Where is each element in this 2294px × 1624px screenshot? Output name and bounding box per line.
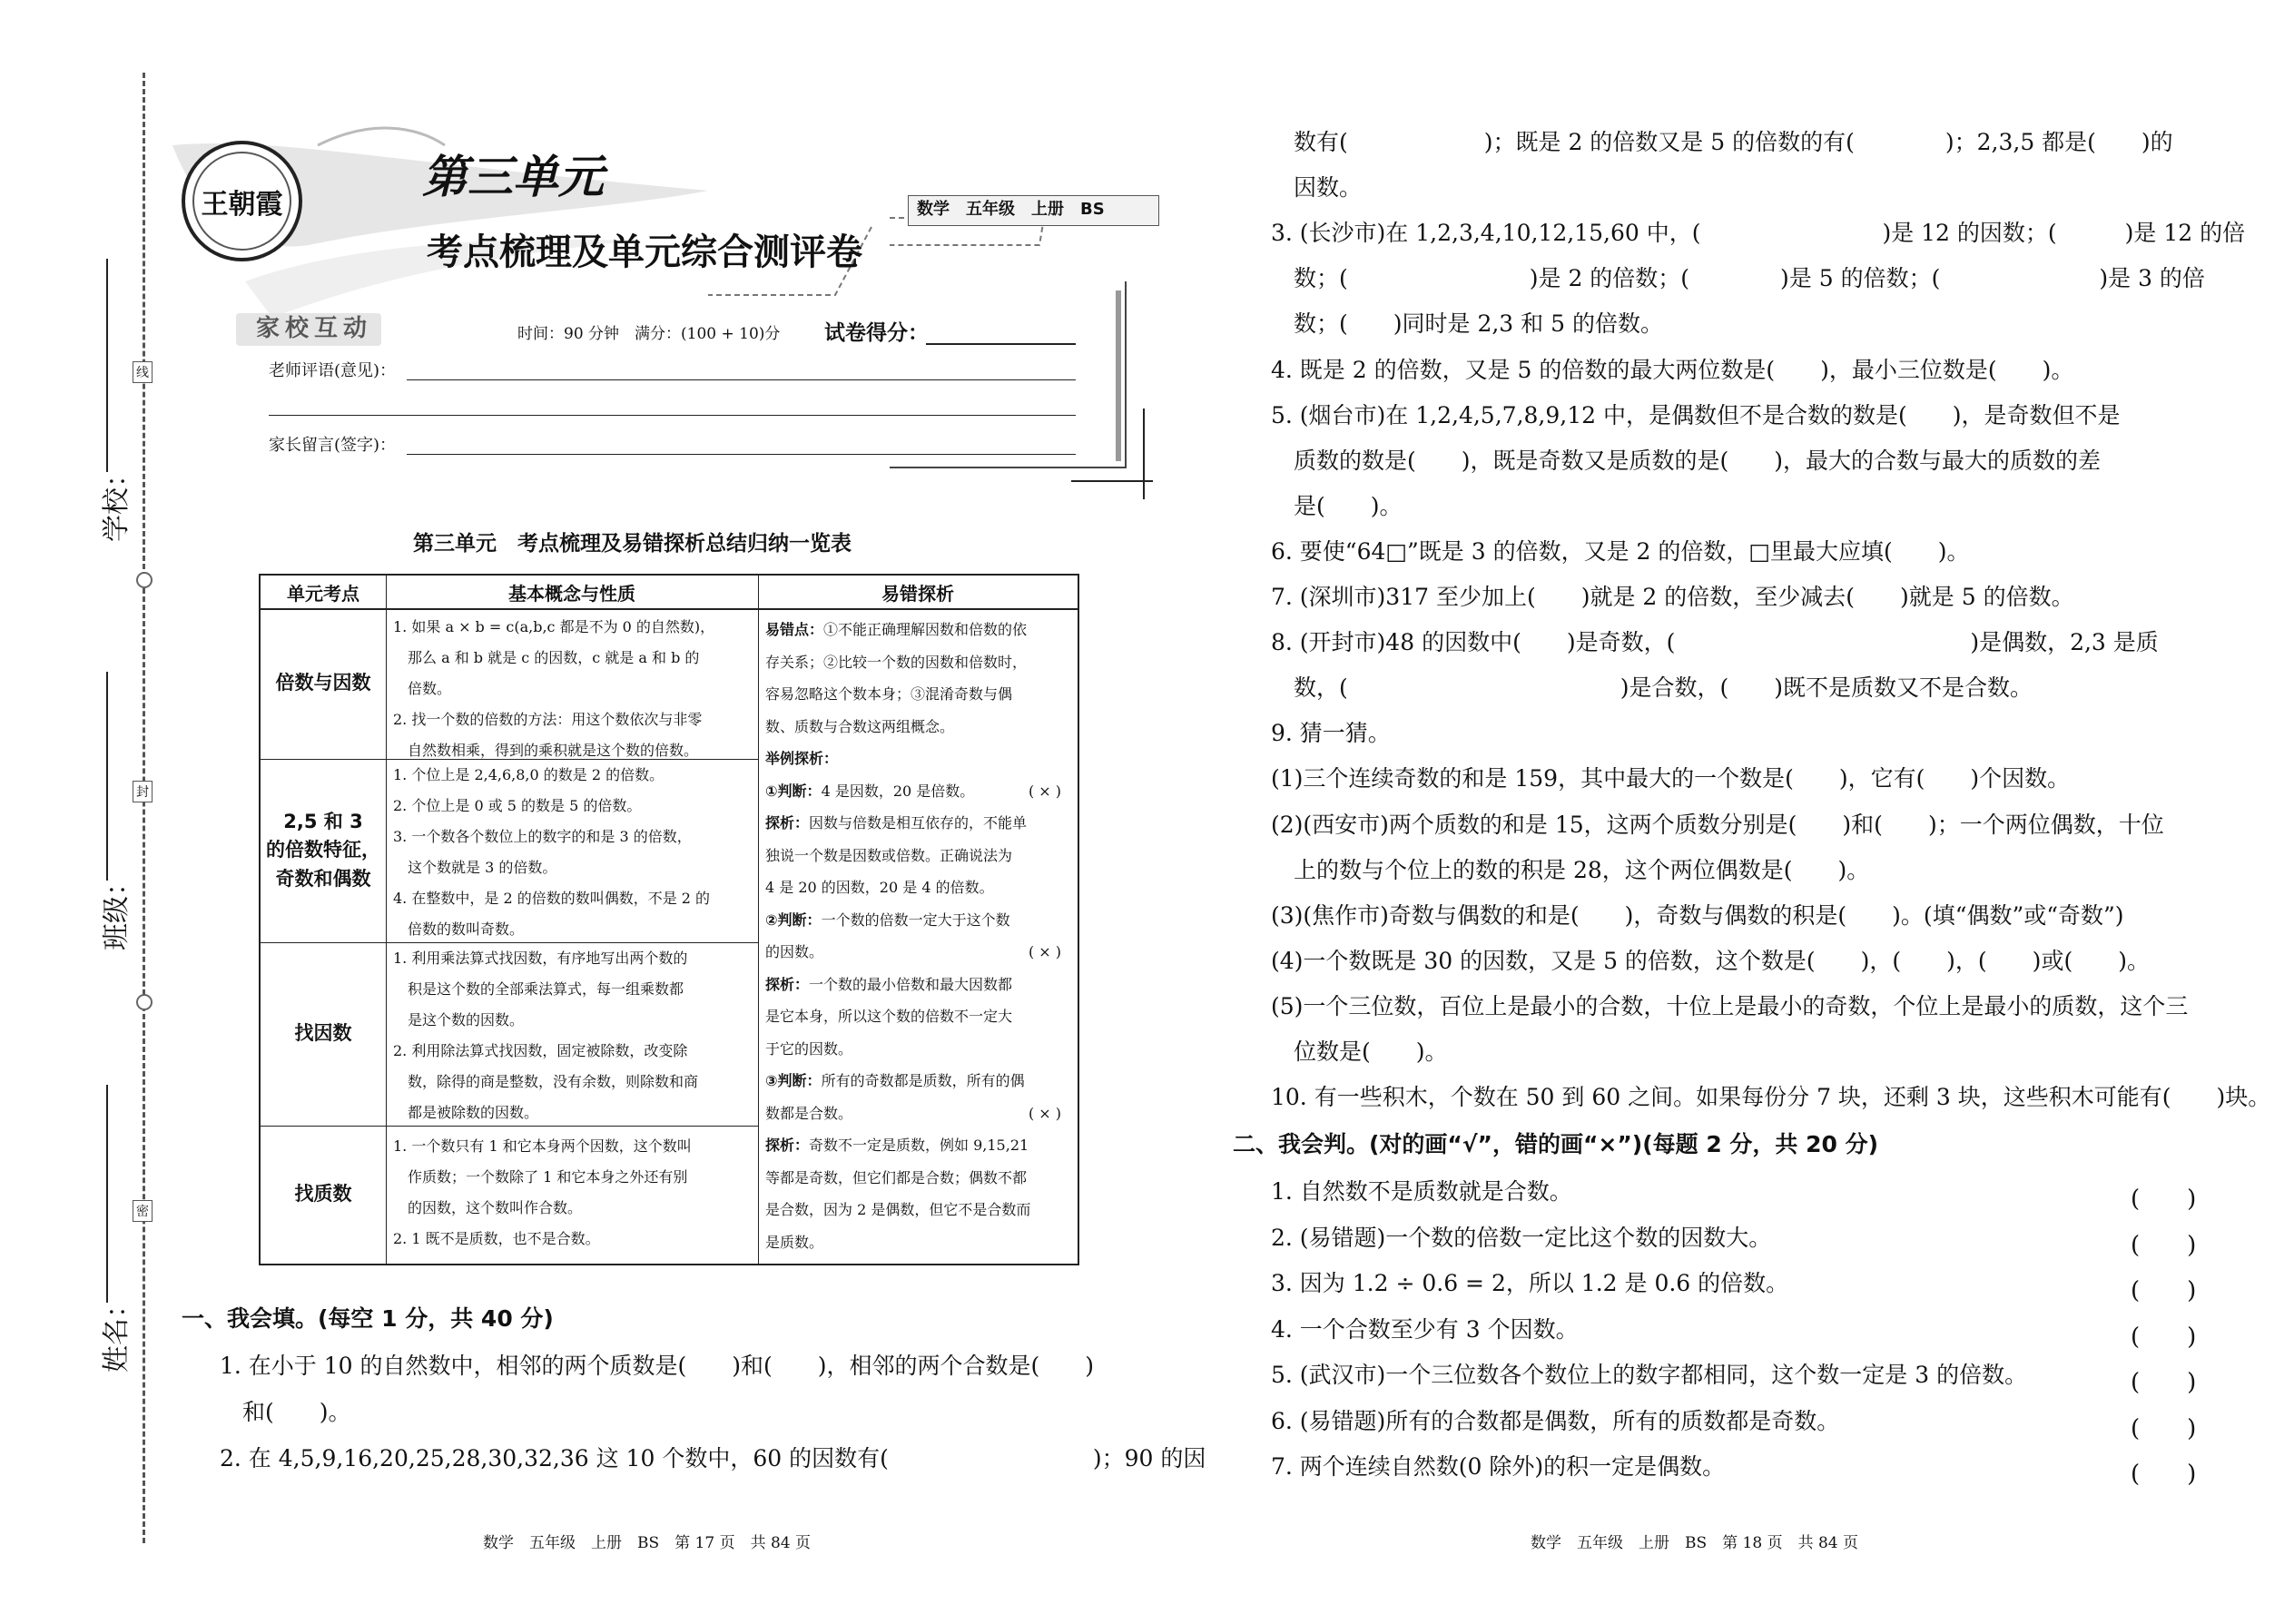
question-line: 9. 猜一猜。 [1271, 720, 1391, 747]
judge-item: 4. 一个合数至少有 3 个因数。 [1271, 1315, 1579, 1343]
error-line-label: 探析： [765, 814, 810, 832]
question-line: 5. (烟台市)在 1,2,4,5,7,8,9,12 中，是偶数但不是合数的数是( )，是奇数但不是 [1271, 401, 2121, 428]
binding-mark-mi: 密 [133, 1200, 153, 1222]
question-line: (1)三个连续奇数的和是 159，其中最大的一个数是( )，它有( )个因数。 [1271, 765, 2071, 792]
error-line [765, 904, 1070, 937]
binding-dashed-line [143, 73, 145, 1543]
judge-answer-blank[interactable]: ( ) [2131, 1414, 2197, 1442]
error-line [765, 1162, 1070, 1195]
error-line [765, 775, 1070, 808]
error-line-text: 的因数。 [765, 943, 824, 960]
error-line-text: 是它本身，所以这个数的倍数不一定大 [765, 1008, 1013, 1025]
class-label: 班级： [101, 869, 133, 950]
question-line: 8. (开封市)48 的因数中( )是奇数，( )是偶数，2,3 是质 [1271, 629, 2159, 656]
judgement-mark: ( × ) [1028, 943, 1061, 960]
name-field[interactable] [106, 1085, 108, 1303]
time-info: 时间：90 分钟 满分：(100 + 10)分 [517, 325, 781, 343]
error-line-text: 一个数的最小倍数和最大因数都 [809, 975, 1013, 993]
error-line [765, 614, 1070, 646]
section1-title: 一、我会填。(每空 1 分，共 40 分) [182, 1305, 554, 1332]
question-line: 数有( )；既是 2 的倍数又是 5 的倍数的有( )；2,3,5 都是( )的 [1271, 129, 2173, 155]
error-line [765, 743, 1070, 775]
error-line [765, 1226, 1070, 1259]
question-line: (2)(西安市)两个质数的和是 15，这两个质数分别是( )和( )；一个两位偶数，十位 [1271, 811, 2164, 838]
judgement-mark: ( × ) [1028, 1104, 1061, 1122]
error-line [765, 840, 1070, 872]
error-line-text: 数都是合数。 [765, 1104, 853, 1122]
parent-comment-label: 家长留言(签字)： [269, 436, 397, 455]
error-line [765, 871, 1070, 904]
question-line: (5)一个三位数，百位上是最小的合数，十位上是最小的奇数，个位上是最小的质数，这个三 [1271, 992, 2189, 1019]
judge-answer-blank[interactable]: ( ) [2131, 1369, 2197, 1396]
teacher-comment-line-2[interactable] [269, 415, 1076, 416]
judgement-mark: ( × ) [1028, 782, 1061, 800]
judge-answer-blank[interactable]: ( ) [2131, 1323, 2197, 1351]
error-line-text: 独说一个数是因数或倍数。正确说法为 [765, 846, 1013, 864]
judge-answer-blank[interactable]: ( ) [2131, 1186, 2197, 1213]
error-line [765, 646, 1070, 679]
question-line: 3. (长沙市)在 1,2,3,4,10,12,15,60 中，( )是 12 的因数；( )是 12 的倍 [1271, 220, 2246, 247]
error-line-label: 探析： [765, 975, 810, 993]
error-line-label: ①判断： [765, 782, 822, 800]
logo-text: 王朝霞 [201, 188, 283, 221]
error-line-text: 容易忽略这个数本身；③混淆奇数与偶 [765, 685, 1013, 703]
error-line [765, 807, 1070, 840]
error-analysis-cell [765, 614, 1070, 1258]
table-header-concept: 基本概念与性质 [386, 576, 758, 610]
footer-left: 数学 五年级 上册 BS 第 17 页 共 84 页 [483, 1534, 812, 1552]
question-line: 7. (深圳市)317 至少加上( )就是 2 的倍数，至少减去( )就是 5 的倍数。 [1271, 584, 2074, 610]
name-label: 姓名： [101, 1291, 133, 1373]
class-field[interactable] [106, 672, 108, 881]
family-label: 家校互动 [256, 315, 373, 342]
question-line: 2. 在 4,5,9,16,20,25,28,30,32,36 这 10 个数中，60 的因数有( )；90 的因 [220, 1445, 1206, 1471]
judge-item: 3. 因为 1.2 ÷ 0.6 = 2，所以 1.2 是 0.6 的倍数。 [1271, 1270, 1789, 1296]
error-line-label: ③判断： [765, 1072, 822, 1089]
error-line-text: 等都是奇数，但它们都是合数；偶数不都 [765, 1168, 1028, 1186]
question-line: 6. 要使“64□”既是 3 的倍数，又是 2 的倍数，□里最大应填( )。 [1271, 537, 1970, 565]
question-line: (4)一个数既是 30 的因数，又是 5 的倍数，这个数是( )，( )，( )或( )。 [1271, 947, 2150, 974]
error-line-text: 奇数不一定是质数，例如 9,15,21 [809, 1137, 1029, 1154]
error-line [765, 1097, 1070, 1130]
binding-hole [136, 572, 153, 588]
error-line-label: ②判断： [765, 910, 822, 929]
school-field[interactable] [106, 259, 108, 472]
question-line: 因数。 [1271, 174, 1363, 202]
judge-answer-blank[interactable]: ( ) [2131, 1277, 2197, 1304]
error-line-text: 4 是因数，20 是倍数。 [821, 782, 975, 800]
summary-table [259, 574, 1079, 1265]
judge-answer-blank[interactable]: ( ) [2131, 1461, 2197, 1488]
judge-item: 2. (易错题)一个数的倍数一定比这个数的因数大。 [1271, 1224, 1772, 1251]
error-line-text: 一个数的倍数一定大于这个数 [821, 910, 1010, 929]
table-header-error: 易错探析 [758, 576, 1078, 610]
error-line [765, 1000, 1070, 1033]
error-line [765, 1033, 1070, 1066]
question-line: 位数是( )。 [1271, 1038, 1448, 1065]
error-line [765, 1194, 1070, 1226]
error-line-text: 4 是 20 的因数，20 是 4 的倍数。 [765, 879, 994, 896]
question-line: (3)(焦作市)奇数与偶数的和是( )，奇数与偶数的积是( )。(填“偶数”或“奇数”) [1271, 901, 2124, 929]
teacher-comment-label: 老师评语(意见)： [269, 361, 397, 380]
question-line: 质数的数是( )，既是奇数又是质数的是( )，最大的合数与最大的质数的差 [1271, 447, 2102, 474]
school-label: 学校： [101, 460, 133, 542]
error-line-text: ①不能正确理解因数和倍数的依 [823, 621, 1028, 638]
error-line-text: 所有的奇数都是质数，所有的偶 [821, 1072, 1025, 1089]
error-line [765, 1129, 1070, 1162]
score-label: 试卷得分： [824, 321, 929, 345]
point-2-5-3-features: 2,5 和 3 的倍数特征， 奇数和偶数 [266, 810, 380, 890]
error-line-text: 因数与倍数是相互依存的，不能单 [809, 814, 1028, 832]
judge-item: 5. (武汉市)一个三位数各个数位上的数字都相同，这个数一定是 3 的倍数。 [1271, 1362, 2028, 1388]
concept-cell-4: 1. 一个数只有 1 和它本身两个因数，这个数叫 作质数；一个数除了 1 和它本身之外还有别 的因数，这个数叫作合数。 2. 1 既不是质数，也不是合数。 [393, 1137, 692, 1247]
publisher-logo [182, 141, 302, 261]
parent-comment-line[interactable] [407, 454, 1076, 455]
section2-title: 二、我会判。(对的画“√”，错的画“×”)(每题 2 分，共 20 分) [1233, 1131, 1879, 1157]
error-line-text: 存关系；②比较一个数的因数和倍数时， [765, 653, 1028, 671]
question-line: 上的数与个位上的数的积是 28，这个两位偶数是( )。 [1271, 856, 1870, 883]
binding-mark-xian: 线 [133, 361, 153, 383]
judge-answer-blank[interactable]: ( ) [2131, 1231, 2197, 1259]
footer-right: 数学 五年级 上册 BS 第 18 页 共 84 页 [1531, 1534, 1859, 1552]
concept-cell-1: 1. 如果 a × b = c(a,b,c 都是不为 0 的自然数)， 那么 a 和 b 就是 c 的因数，c 就是 a 和 b 的 倍数。 2. 找一个数的倍数的方法：用这个数依次与非零 自然数相乘，得到的乘积就是这个数的倍数。 [393, 618, 715, 759]
question-line: 10. 有一些积木，个数在 50 到 60 之间。如果每份分 7 块，还剩 3 块，这些积木可能有( )块。 [1271, 1084, 2271, 1111]
judge-item: 1. 自然数不是质数就是合数。 [1271, 1178, 1572, 1205]
score-field[interactable] [926, 343, 1076, 345]
question-line: 数；( )是 2 的倍数；( )是 5 的倍数；( )是 3 的倍 [1271, 265, 2205, 292]
question-line: 4. 既是 2 的倍数，又是 5 的倍数的最大两位数是( )，最小三位数是( )。 [1271, 356, 2074, 383]
point-find-factors: 找因数 [294, 1022, 352, 1045]
error-line [765, 678, 1070, 711]
question-line: 和( )。 [220, 1399, 351, 1425]
binding-hole [136, 994, 153, 1010]
error-line [765, 1065, 1070, 1097]
concept-cell-3: 1. 利用乘法算式找因数，有序地写出两个数的 积是这个数的全部乘法算式，每一组乘数都 是这个数的因数。 2. 利用除法算式找因数，固定被除数，改变除 数，除得的商是整数，没有余数，则除数和商 都是被除数的因数。 [393, 950, 699, 1121]
judge-item: 7. 两个连续自然数(0 除外)的积一定是偶数。 [1271, 1453, 1726, 1480]
concept-cell-2: 1. 个位上是 2,4,6,8,0 的数是 2 的倍数。 2. 个位上是 0 或 5 的数是 5 的倍数。 3. 一个数各个数位上的数字的和是 3 的倍数， 这个数就是 3 的倍数。 4. 在整数中，是 2 的倍数的数叫偶数，不是 2 的 倍数的数叫奇数。 [393, 766, 711, 938]
point-multiples-factors: 倍数与因数 [275, 672, 371, 694]
error-line [765, 711, 1070, 743]
error-line-text: 数、质数与合数这两组概念。 [765, 717, 955, 735]
question-line: 是( )。 [1271, 492, 1403, 519]
paper-subtitle: 考点梳理及单元综合测评卷 [427, 231, 862, 273]
point-find-primes: 找质数 [294, 1183, 352, 1206]
binding-mark-feng: 封 [133, 781, 153, 802]
table-header-point: 单元考点 [261, 576, 386, 610]
teacher-comment-line[interactable] [407, 379, 1076, 380]
error-line-text: 于它的因数。 [765, 1039, 853, 1058]
unit-title: 第三单元 [422, 151, 604, 203]
error-line-label: 易错点： [765, 621, 824, 638]
error-line-label: 探析： [765, 1137, 810, 1154]
subject-tags: 数学 五年级 上册 BS [917, 200, 1105, 219]
question-line: 1. 在小于 10 的自然数中，相邻的两个质数是( )和( )，相邻的两个合数是( ) [220, 1353, 1095, 1379]
judge-item: 6. (易错题)所有的合数都是偶数，所有的质数都是奇数。 [1271, 1407, 1840, 1434]
error-line [765, 936, 1070, 969]
error-line-label: 举例探析： [765, 750, 839, 767]
error-line-text: 是合数，因为 2 是偶数，但它不是合数而 [765, 1201, 1031, 1218]
error-line [765, 969, 1070, 1001]
error-line-text: 是质数。 [765, 1233, 824, 1251]
question-line: 数，( )是合数，( )既不是质数又不是合数。 [1271, 674, 2033, 702]
summary-title: 第三单元 考点梳理及易错探析总结归纳一览表 [413, 532, 852, 556]
question-line: 数；( )同时是 2,3 和 5 的倍数。 [1271, 310, 1663, 338]
